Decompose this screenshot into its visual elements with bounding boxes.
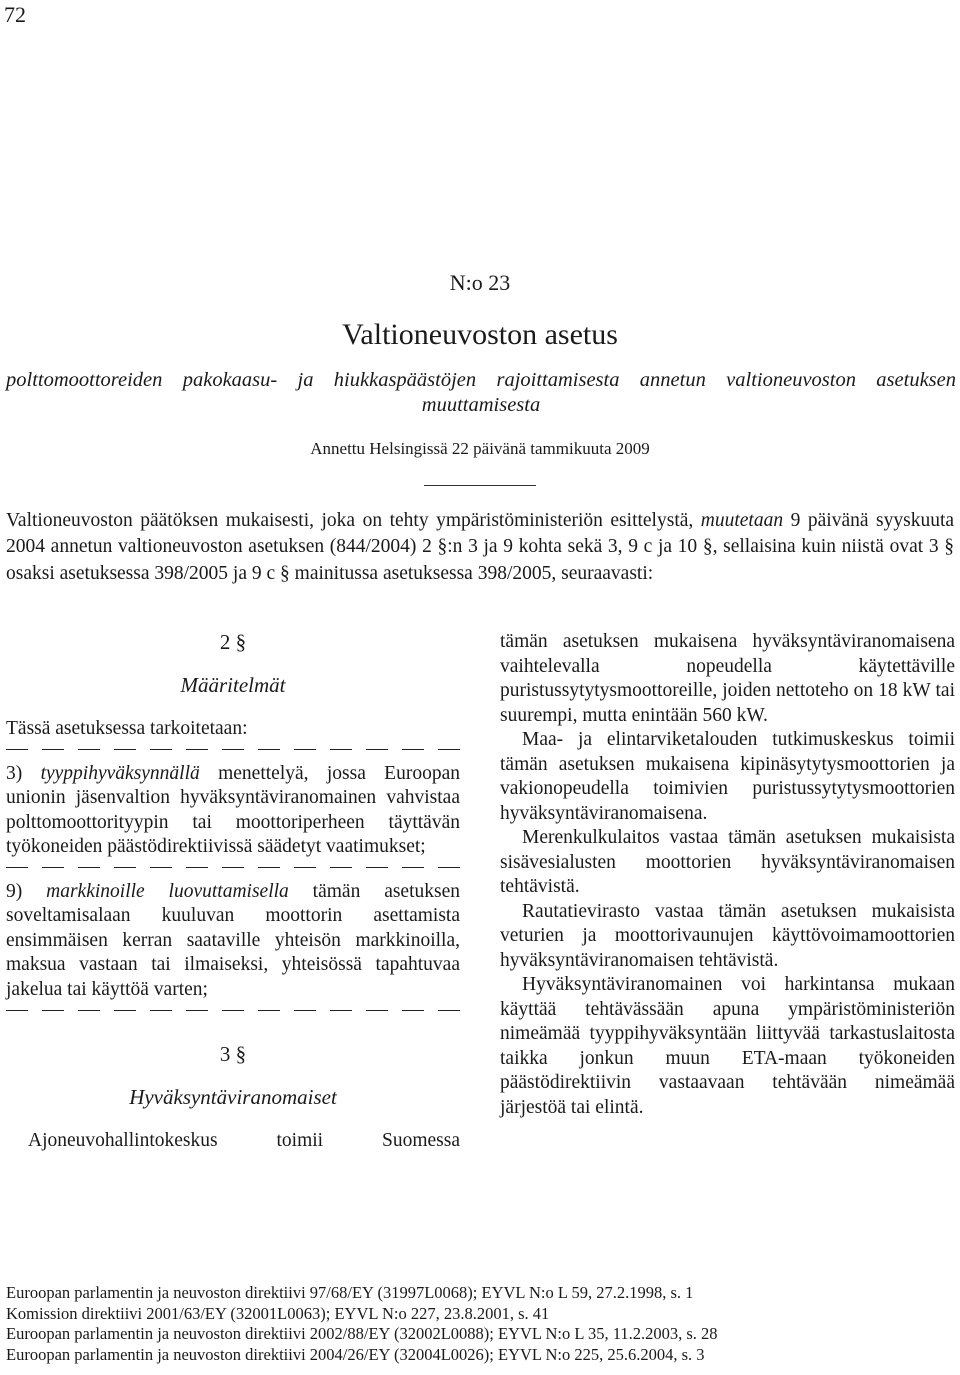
- omission-dashes: [6, 864, 460, 872]
- definition-item-9: [6, 880, 460, 1003]
- left-column: [6, 630, 460, 1154]
- footnote: Euroopan parlamentin ja neuvoston direktiivi 2004/26/EY (32004L0026); EYVL N:o 225, 25.6.2004, s. 3: [6, 1344, 705, 1364]
- title-divider: [424, 485, 536, 486]
- section-3-para-1-continued: tämän asetuksen mukaisena hyväksyntäviranomaisena vaihtelevalla nopeudella käytettäville puristussytytysmoottoreille, joiden nettoteho on 18 kW tai suurempi, mutta enintään 560 kW.: [500, 631, 955, 726]
- section-3-para-3: Merenkulkulaitos vastaa tämän asetuksen mukaisista sisävesialusten moottorien hyväksyntäviranomaisen tehtävistä.: [500, 827, 955, 897]
- omission-dashes: [6, 1006, 460, 1014]
- item-3-term: tyyppihyväksynnällä: [40, 762, 200, 784]
- section-3-para-4: Rautatievirasto vastaa tämän asetuksen mukaisista veturien ja moottorivaunujen käyttövoimamoottorien hyväksyntäviranomaisen tehtävistä.: [500, 900, 955, 971]
- footnote: Komission direktiivi 2001/63/EY (32001L0063); EYVL N:o 227, 23.8.2001, s. 41: [6, 1303, 550, 1323]
- section-3-heading: Hyväksyntäviranomaiset: [129, 1084, 337, 1109]
- footnotes: [6, 1283, 954, 1365]
- item-3-text: menettelyä, jossa Euroopan unionin jäsenvaltion hyväksyntäviranomainen vahvistaa polttomoottorityypin tai moottoriperheen täyttävän työkoneiden päästödirektiivissä säädetyt vaatimukset;: [6, 762, 460, 857]
- page-number: 72: [4, 2, 26, 27]
- act-number: N:o 23: [449, 270, 511, 295]
- preamble-amend-word: muutetaan: [700, 510, 784, 531]
- item-9-text: tämän asetuksen soveltamisalaan kuuluvan moottorin asettamista ensimmäisen kerran saataville yhteisön markkinoilla, maksua vastaan tai ilmaiseksi, yhteisössä tapahtuvaa jakelua tai käyttöä varten;: [6, 880, 460, 1000]
- section-3-number: 3 §: [219, 1042, 247, 1066]
- preamble: [6, 508, 954, 587]
- item-9-term: markkinoille luovuttamisella: [46, 880, 289, 902]
- section-2-intro: Tässä asetuksessa tarkoitetaan:: [6, 718, 248, 739]
- item-9-number: 9): [6, 880, 23, 902]
- section-3-para-2: Maa- ja elintarviketalouden tutkimuskeskus toimii tämän asetuksen mukaisena kipinäsytytysmoottorien ja vakionopeudella toimivien puristussytytysmoottorien hyväksyntäviranomaisena.: [500, 729, 955, 824]
- definition-item-3: [6, 762, 460, 860]
- section-2-heading: Määritelmät: [180, 672, 286, 697]
- given-date-line: Annettu Helsingissä 22 päivänä tammikuuta 2009: [310, 439, 650, 458]
- section-3-para-1: Ajoneuvohallintokeskus toimii Suomessa: [28, 1130, 460, 1151]
- section-2-number: 2 §: [219, 630, 247, 654]
- preamble-part2: 9 päivänä syyskuuta 2004 annetun valtioneuvoston asetuksen (844/2004) 2 §:n 3 ja 9 kohta sekä 3, 9 c ja 10 §, sellaisina kuin niistä ovat 3 § osaksi asetuksessa 398/2005 ja 9 c § mainitussa asetuksessa 398/2005, seuraavasti:: [6, 510, 955, 584]
- right-column: [500, 630, 955, 1120]
- preamble-part1: Valtioneuvoston päätöksen mukaisesti, joka on tehty ympäristöministeriön esittelystä,: [6, 510, 694, 531]
- omission-dashes: [6, 746, 460, 754]
- footnote: Euroopan parlamentin ja neuvoston direktiivi 2002/88/EY (32002L0088); EYVL N:o L 35, 11.2.2003, s. 28: [6, 1324, 718, 1343]
- act-subtitle: polttomoottoreiden pakokaasu- ja hiukkaspäästöjen rajoittamisesta annetun valtioneuvoston asetuksen muuttamisesta: [6, 369, 956, 416]
- act-title: Valtioneuvoston asetus: [342, 318, 618, 351]
- item-3-number: 3): [6, 762, 23, 784]
- footnote: Euroopan parlamentin ja neuvoston direktiivi 97/68/EY (31997L0068); EYVL N:o L 59, 27.2.1998, s. 1: [6, 1283, 694, 1302]
- section-3-para-5: Hyväksyntäviranomainen voi harkintansa mukaan käyttää tehtävässään apuna ympäristöministeriön nimeämää tyyppihyväksyntään liittyvää tarkastuslaitosta taikka jonkun muun ETA-maan työkoneiden päästödirektiivin vastaavaan tehtävään nimeämää järjestöä tai elintä.: [500, 974, 955, 1118]
